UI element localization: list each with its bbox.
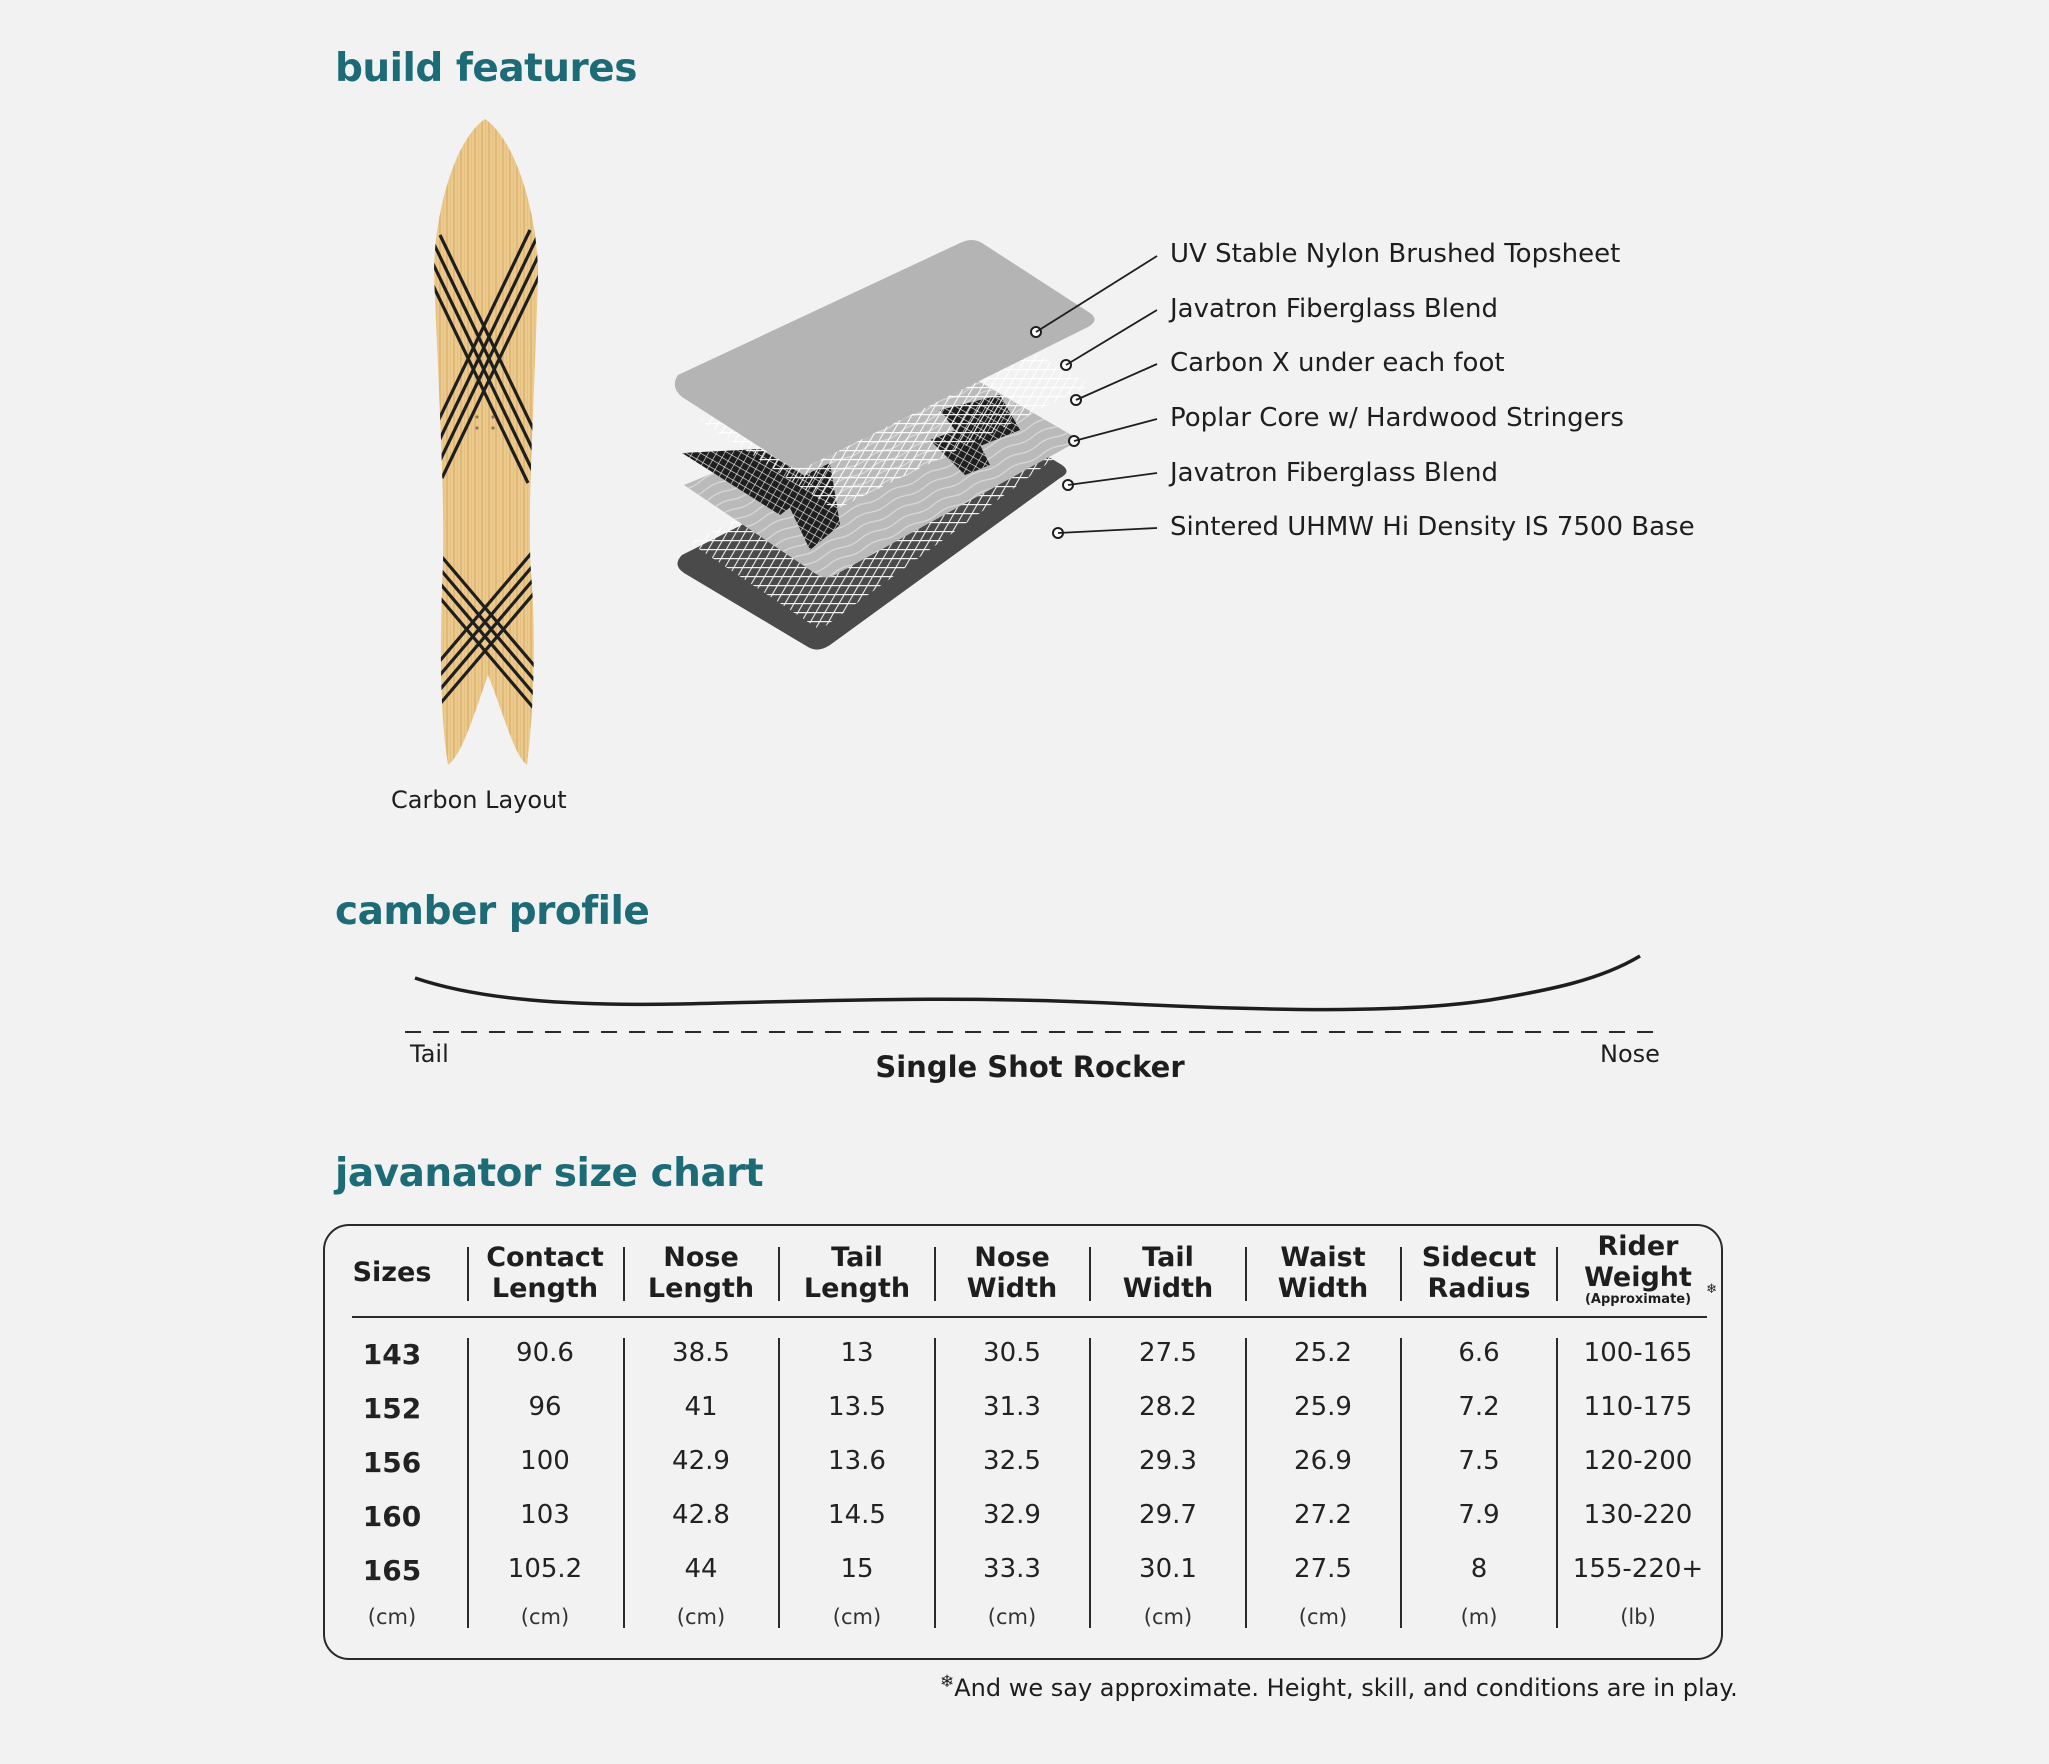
layer-label-base: Sintered UHMW Hi Density IS 7500 Base [1170,512,1695,542]
size-cell: 143 [362,1338,422,1371]
size-cell: 160 [362,1500,422,1533]
column-header-label: Contact [486,1242,604,1273]
table-cell: 8 [1470,1554,1488,1584]
table-cell: 27.5 [1139,1338,1197,1368]
size-cell: 156 [362,1446,422,1479]
camber-profile-heading: camber profile [335,889,650,934]
table-cell: 30.5 [983,1338,1041,1368]
unit-label: (cm) [676,1605,726,1629]
table-cell: 14.5 [828,1500,886,1530]
column-divider [778,1338,780,1628]
layer-label-lower-fiberglass: Javatron Fiberglass Blend [1170,458,1498,488]
unit-label: (cm) [520,1605,570,1629]
column-header-label: Tail [1142,1242,1194,1273]
table-cell: 13.5 [828,1392,886,1422]
table-cell: 13.6 [828,1446,886,1476]
unit-label: (m) [1460,1605,1498,1629]
unit-label: (cm) [1298,1605,1348,1629]
column-header-label: Width [1277,1273,1369,1304]
table-cell: 100 [520,1446,570,1476]
table-cell: 15 [840,1554,874,1584]
unit-label: (lb) [1620,1605,1656,1629]
carbon-layout-caption: Carbon Layout [391,786,567,814]
column-header [616,1242,786,1304]
footnote-text: And we say approximate. Height, skill, and conditions are in play. [954,1674,1738,1702]
column-header [307,1257,477,1288]
table-cell: 25.2 [1294,1338,1352,1368]
table-cell: 29.7 [1139,1500,1197,1530]
column-header-label: Waist [1280,1242,1366,1273]
column-header-label: Radius [1427,1273,1531,1304]
table-cell: 29.3 [1139,1446,1197,1476]
unit-label: (cm) [832,1605,882,1629]
table-cell: 32.5 [983,1446,1041,1476]
column-header-label: Nose [974,1242,1050,1273]
layer-label-upper-fiberglass: Javatron Fiberglass Blend [1170,294,1498,324]
table-cell: 110-175 [1583,1392,1693,1422]
column-header [1394,1242,1564,1304]
column-header-label: Length [491,1273,599,1304]
size-chart-heading: javanator size chart [335,1151,764,1196]
table-cell: 41 [684,1392,718,1422]
rider-weight-note: (Approximate) [1584,1292,1692,1307]
build-features-heading: build features [335,46,637,91]
table-cell: 130-220 [1583,1500,1693,1530]
column-header [1553,1231,1723,1307]
column-divider [467,1338,469,1628]
table-cell: 44 [684,1554,718,1584]
table-cell: 6.6 [1458,1338,1500,1368]
unit-label: (cm) [1143,1605,1193,1629]
table-cell: 7.5 [1458,1446,1500,1476]
table-cell: 42.8 [672,1500,730,1530]
table-cell: 155-220+ [1572,1554,1704,1584]
column-header-label: Width [966,1273,1058,1304]
table-cell: 27.2 [1294,1500,1352,1530]
table-cell: 32.9 [983,1500,1041,1530]
table-cell: 96 [528,1392,562,1422]
table-cell: 7.9 [1458,1500,1500,1530]
size-cell: 165 [362,1554,422,1587]
column-header-label: Length [647,1273,755,1304]
table-cell: 38.5 [672,1338,730,1368]
table-cell: 31.3 [983,1392,1041,1422]
layer-label-core: Poplar Core w/ Hardwood Stringers [1170,403,1624,433]
column-header [1238,1242,1408,1304]
column-header-label: Rider [1597,1231,1679,1262]
column-divider [1556,1338,1558,1628]
column-header-label: Length [803,1273,911,1304]
size-cell: 152 [362,1392,422,1425]
column-header-label: Sizes [352,1257,432,1288]
table-cell: 7.2 [1458,1392,1500,1422]
profile-name: Single Shot Rocker [875,1050,1185,1084]
column-header [927,1242,1097,1304]
column-divider [1089,1338,1091,1628]
column-header [772,1242,942,1304]
table-cell: 25.9 [1294,1392,1352,1422]
table-cell: 90.6 [516,1338,574,1368]
snowflake-icon: ❄ [1706,1282,1717,1297]
tail-label: Tail [410,1040,449,1068]
footnote [940,1672,1738,1702]
table-cell: 28.2 [1139,1392,1197,1422]
table-cell: 30.1 [1139,1554,1197,1584]
table-cell: 13 [840,1338,874,1368]
column-divider [934,1338,936,1628]
table-cell: 27.5 [1294,1554,1352,1584]
column-header-label: Nose [663,1242,739,1273]
column-header [1083,1242,1253,1304]
column-header-label: Sidecut [1421,1242,1537,1273]
table-cell: 103 [520,1500,570,1530]
unit-label: (cm) [987,1605,1037,1629]
nose-label: Nose [1600,1040,1660,1068]
table-cell: 120-200 [1583,1446,1693,1476]
unit-label: (cm) [367,1605,417,1629]
layer-label-topsheet: UV Stable Nylon Brushed Topsheet [1170,239,1621,269]
table-cell: 26.9 [1294,1446,1352,1476]
column-header-label: Tail [831,1242,883,1273]
table-cell: 42.9 [672,1446,730,1476]
snowflake-icon: ❄ [940,1672,955,1692]
column-header-label: Weight [1584,1262,1692,1293]
column-header-label: Width [1122,1273,1214,1304]
column-divider [1245,1338,1247,1628]
column-divider [1400,1338,1402,1628]
table-cell: 100-165 [1583,1338,1693,1368]
table-cell: 33.3 [983,1554,1041,1584]
layer-label-carbon-x: Carbon X under each foot [1170,348,1505,378]
column-header [460,1242,630,1304]
table-cell: 105.2 [507,1554,583,1584]
header-divider [352,1316,1707,1318]
column-divider [623,1338,625,1628]
